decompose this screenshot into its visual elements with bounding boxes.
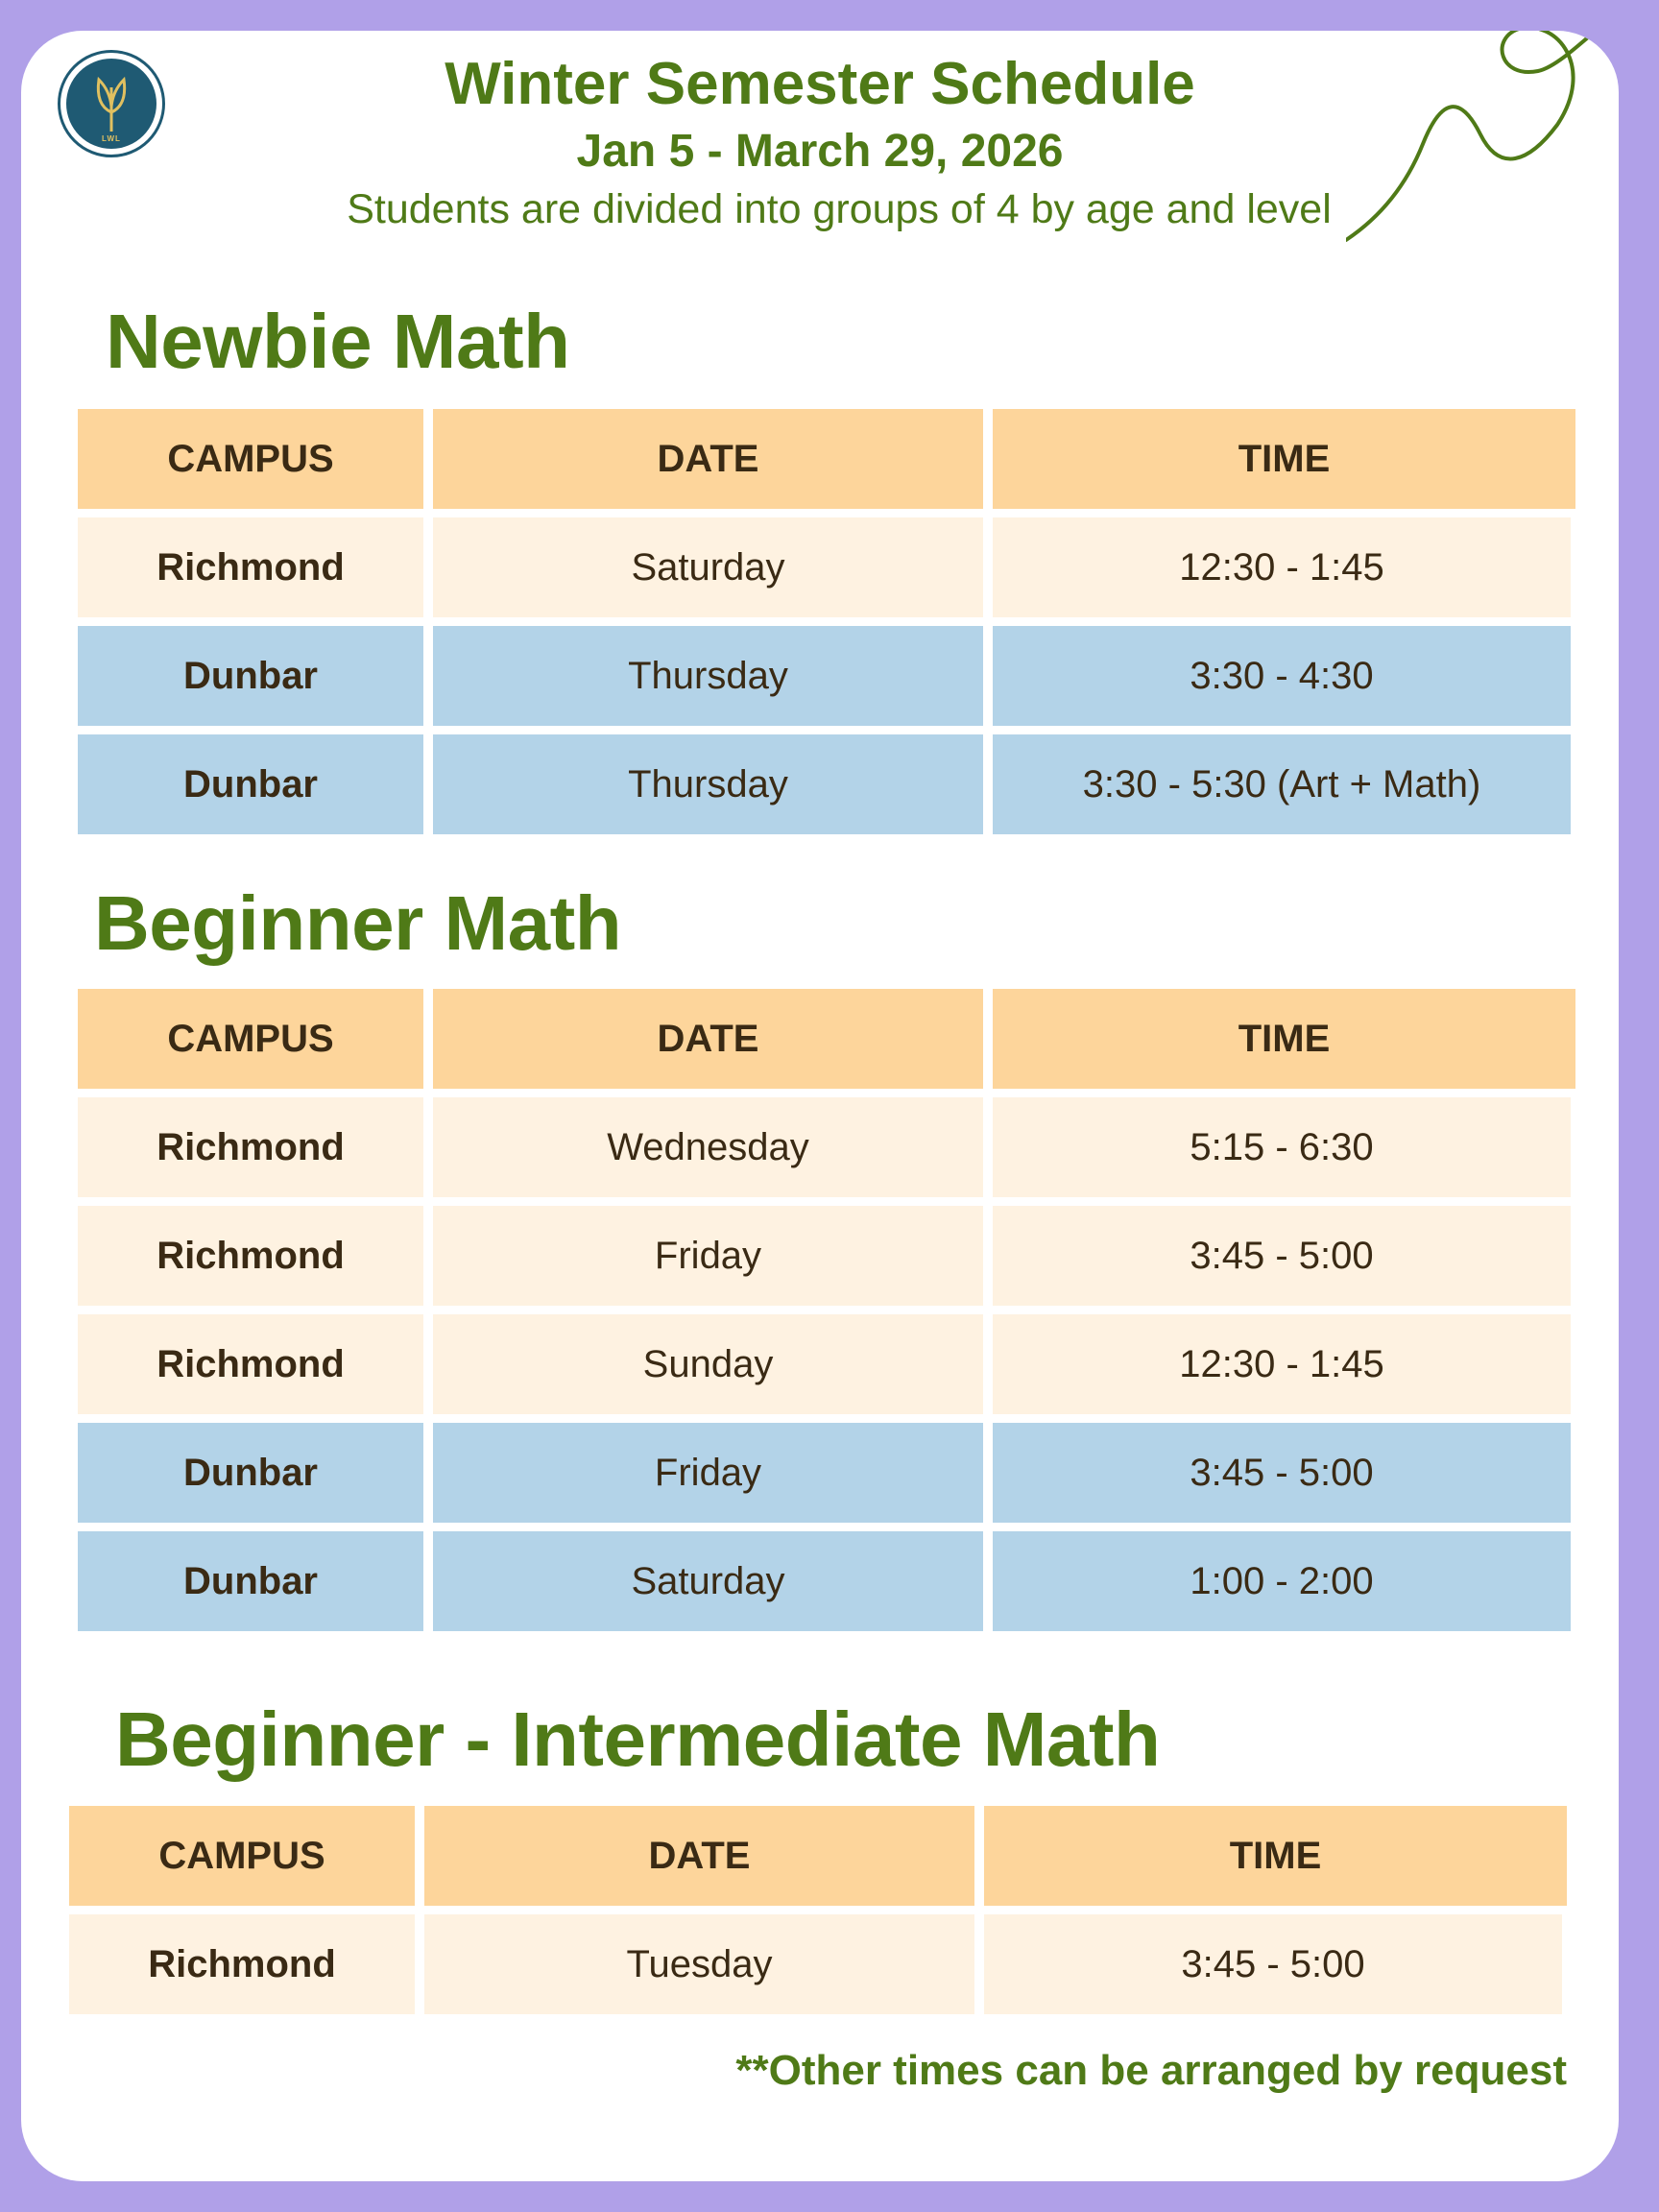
campus-cell: Richmond xyxy=(78,1097,423,1197)
column-header-time: TIME xyxy=(993,409,1575,509)
column-header-date: DATE xyxy=(433,989,983,1089)
campus-cell: Richmond xyxy=(69,1914,415,2014)
time-cell: 12:30 - 1:45 xyxy=(993,517,1571,617)
time-cell: 3:45 - 5:00 xyxy=(984,1914,1562,2014)
time-cell: 5:15 - 6:30 xyxy=(993,1097,1571,1197)
column-header-time: TIME xyxy=(993,989,1575,1089)
section-title-newbie: Newbie Math xyxy=(106,299,570,384)
date-cell: Wednesday xyxy=(433,1097,983,1197)
column-header-campus: CAMPUS xyxy=(69,1806,415,1906)
campus-cell: Dunbar xyxy=(78,1423,423,1523)
time-cell: 3:30 - 4:30 xyxy=(993,626,1571,726)
logo-text: LWL xyxy=(102,134,121,143)
section-title-beginner: Beginner Math xyxy=(94,880,622,966)
date-cell: Saturday xyxy=(433,1531,983,1631)
time-cell: 3:45 - 5:00 xyxy=(993,1423,1571,1523)
time-cell: 12:30 - 1:45 xyxy=(993,1314,1571,1414)
time-cell: 3:30 - 5:30 (Art + Math) xyxy=(993,734,1571,834)
campus-cell: Richmond xyxy=(78,517,423,617)
campus-cell: Richmond xyxy=(78,1314,423,1414)
campus-cell: Dunbar xyxy=(78,734,423,834)
column-header-time: TIME xyxy=(984,1806,1567,1906)
date-cell: Tuesday xyxy=(424,1914,974,2014)
semester-dates: Jan 5 - March 29, 2026 xyxy=(576,126,1064,177)
date-cell: Thursday xyxy=(433,734,983,834)
time-cell: 1:00 - 2:00 xyxy=(993,1531,1571,1631)
column-header-date: DATE xyxy=(424,1806,974,1906)
page-title: Winter Semester Schedule xyxy=(445,51,1195,117)
campus-cell: Dunbar xyxy=(78,1531,423,1631)
time-cell: 3:45 - 5:00 xyxy=(993,1206,1571,1306)
footnote: **Other times can be arranged by request xyxy=(735,2047,1567,2094)
column-header-date: DATE xyxy=(433,409,983,509)
date-cell: Sunday xyxy=(433,1314,983,1414)
group-info: Students are divided into groups of 4 by age and level xyxy=(347,186,1332,232)
date-cell: Friday xyxy=(433,1423,983,1523)
date-cell: Saturday xyxy=(433,517,983,617)
schedule-card xyxy=(21,31,1619,2181)
date-cell: Thursday xyxy=(433,626,983,726)
date-cell: Friday xyxy=(433,1206,983,1306)
column-header-campus: CAMPUS xyxy=(78,989,423,1089)
column-header-campus: CAMPUS xyxy=(78,409,423,509)
campus-cell: Richmond xyxy=(78,1206,423,1306)
campus-cell: Dunbar xyxy=(78,626,423,726)
section-title-beginner-intermediate: Beginner - Intermediate Math xyxy=(115,1696,1161,1782)
